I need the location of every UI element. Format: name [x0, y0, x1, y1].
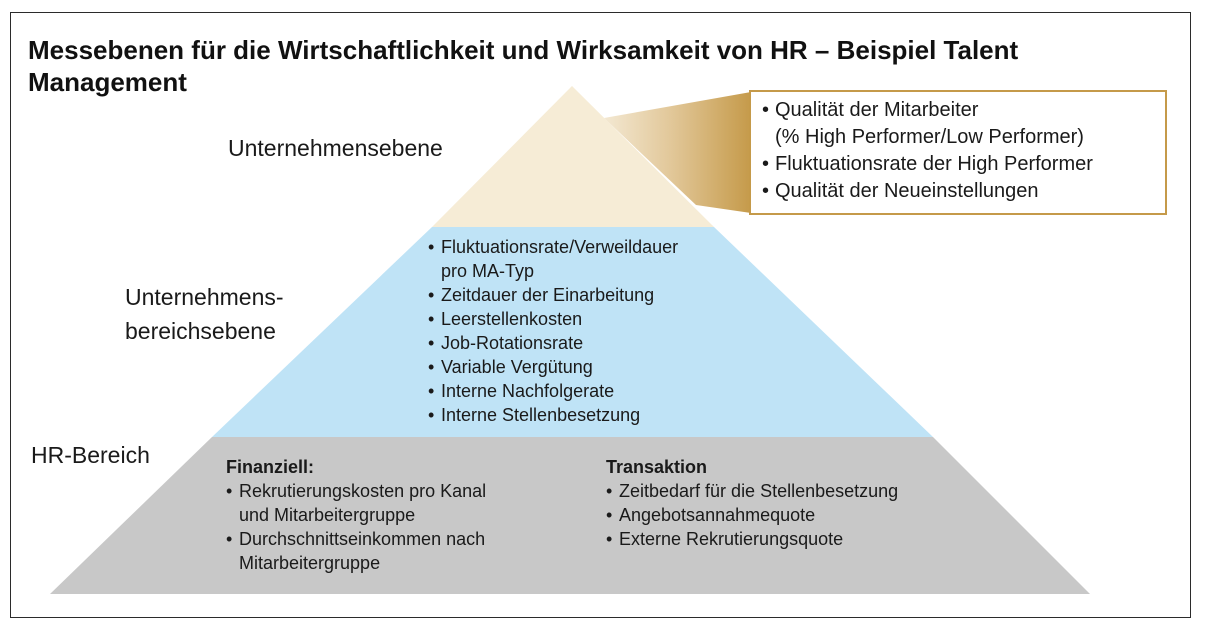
financial-metrics-list: [226, 479, 566, 575]
division-metrics-list: [428, 235, 748, 427]
list-item: • Durchschnittseinkommen nach: [226, 527, 566, 551]
callout-list: [762, 97, 1162, 205]
level-label-hr: HR-Bereich: [31, 442, 150, 468]
list-item: • Job-Rotationsrate: [428, 331, 748, 355]
list-item-continuation: Mitarbeitergruppe: [239, 553, 381, 573]
list-item: • Interne Nachfolgerate: [428, 379, 748, 403]
list-item: • Rekrutierungskosten pro Kanal: [226, 479, 566, 503]
diagram-title: Messebenen für die Wirtschaftlichkeit und Wirksamkeit von HR – Beispiel Talent Management: [28, 35, 1019, 97]
level-label-division-line1: Unternehmens-: [125, 284, 284, 310]
level-label-company: Unternehmensebene: [228, 135, 443, 161]
company-level-callout: [749, 90, 1167, 215]
callout-item-continuation: (% High Performer/Low Performer): [775, 126, 1084, 148]
list-item: • Variable Vergütung: [428, 355, 748, 379]
list-item: • Zeitbedarf für die Stellenbesetzung: [606, 479, 966, 503]
list-item: • Interne Stellenbesetzung: [428, 403, 748, 427]
callout-item: • Qualität der Mitarbeiter: [762, 97, 1162, 124]
level-label-division: [125, 280, 284, 348]
callout-item: • Qualität der Neueinstellungen: [762, 178, 1162, 205]
list-item: • Leerstellenkosten: [428, 307, 748, 331]
list-item: • Angebotsannahmequote: [606, 503, 966, 527]
list-item-continuation: und Mitarbeitergruppe: [239, 505, 416, 525]
callout-item: • Fluktuationsrate der High Performer: [762, 151, 1162, 178]
transaction-header: Transaktion: [606, 457, 708, 477]
transaction-metrics-block: [606, 455, 966, 551]
list-item: • Zeitdauer der Einarbeitung: [428, 283, 748, 307]
list-item-continuation: pro MA-Typ: [441, 261, 535, 281]
list-item: • Externe Rekrutierungsquote: [606, 527, 966, 551]
transaction-metrics-list: [606, 479, 966, 551]
financial-header: Finanziell:: [226, 457, 315, 477]
list-item: • Fluktuationsrate/Verweildauer: [428, 235, 748, 259]
level-label-division-line2: bereichsebene: [125, 318, 276, 344]
financial-metrics-block: [226, 455, 566, 575]
